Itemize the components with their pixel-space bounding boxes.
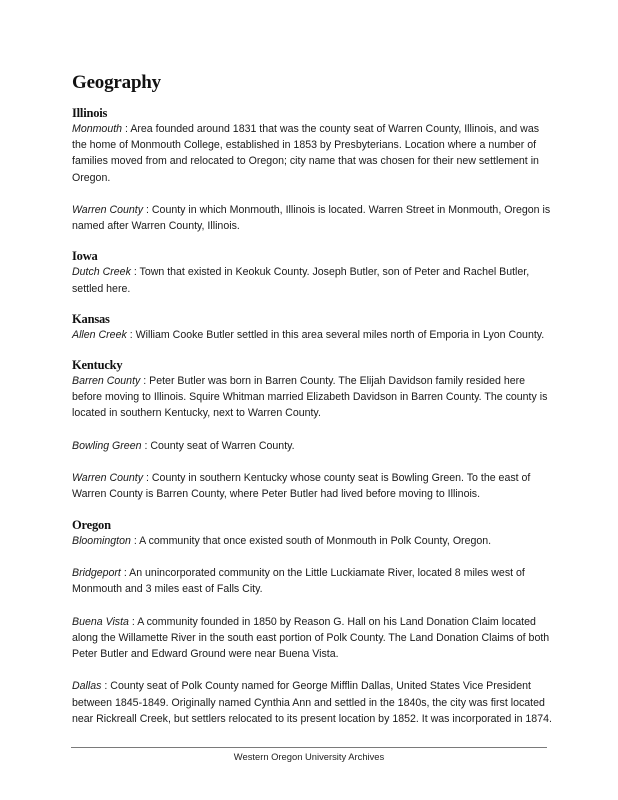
section-heading: Illinois bbox=[72, 106, 108, 120]
entry-term: Bridgeport bbox=[72, 567, 121, 579]
entry-term: Allen Creek bbox=[72, 328, 127, 341]
entry-buena-vista bbox=[72, 614, 552, 663]
entry-term: Warren County bbox=[72, 204, 144, 216]
entry-text: An unincorporated community on the Little Luckiamate River, located 8 miles west of Monmouth and 3 miles east of Falls City. bbox=[72, 567, 525, 596]
entry-text: A community founded in 1850 by Reason G. Hall on his Land Donation Claim located along the Willamette River in the south east portion of Polk County. The Land Donation Claims of both Peter Butler and Edward Ground were near Buena Vista. bbox=[72, 615, 550, 660]
section-heading: Kentucky bbox=[72, 358, 123, 373]
entry-bloomington bbox=[72, 533, 552, 549]
entry-separator: : bbox=[130, 266, 140, 279]
entry-separator: : bbox=[143, 204, 152, 216]
entry-text: Town that existed in Keokuk County. Joseph Butler, son of Peter and Rachel Butler, settled here. bbox=[72, 266, 530, 295]
entry-text: County in southern Kentucky whose county seat is Bowling Green. To the east of Warren County is Barren County, where Peter Butler had lived before moving to Illinois. bbox=[72, 472, 531, 501]
section-heading: Iowa bbox=[72, 249, 98, 264]
entry-text: Area founded around 1831 that was the county seat of Warren County, Illinois, and was the home of Monmouth College, established in 1853 by Presbyterians. Location where a number of families moved from and relocated to Oregon; city name that was chosen for their new settlement in Oregon. bbox=[72, 123, 540, 184]
section-iowa bbox=[72, 248, 552, 296]
entry-term: Dutch Creek bbox=[72, 266, 131, 279]
entry-text: County in which Monmouth, Illinois is located. Warren Street in Monmouth, Oregon is named after Warren County, Illinois. bbox=[72, 204, 551, 233]
entry-text: County seat of Warren County. bbox=[150, 439, 295, 452]
section-kentucky bbox=[72, 357, 552, 503]
entry-text: Peter Butler was born in Barren County. The Elijah Davidson family resided here before moving to Illinois. Squire Whitman married Elizabeth Davidson in Barren County. The county is located in southern Kentucky, next to Warren County. bbox=[72, 375, 548, 420]
entry-separator: : bbox=[140, 375, 150, 388]
page-title: Geography bbox=[72, 72, 161, 93]
entry-term: Dallas bbox=[72, 680, 102, 693]
content bbox=[72, 105, 552, 727]
entry-separator: : bbox=[120, 567, 130, 579]
section-oregon bbox=[72, 517, 552, 727]
section-kansas bbox=[72, 311, 552, 343]
entry-term: Barren County bbox=[72, 375, 141, 388]
entry-dutch-creek bbox=[72, 264, 552, 296]
entry-text: William Cooke Butler settled in this area several miles north of Emporia in Lyon County. bbox=[135, 328, 545, 341]
entry-term: Buena Vista bbox=[72, 615, 129, 628]
entry-text: A community that once existed south of Monmouth in Polk County, Oregon. bbox=[139, 534, 492, 547]
entry-warren-county-ky bbox=[72, 470, 552, 502]
entry-allen-creek bbox=[72, 327, 552, 343]
entry-separator: : bbox=[143, 472, 152, 485]
entry-bridgeport bbox=[72, 565, 552, 597]
entry-text: County seat of Polk County named for George Mifflin Dallas, United States Vice President between 1845-1849. Originally named Cynthia Ann and settled in the 1840s, the city was first located near Rickreall Creek, but settlers relocated to its present location by 1852. It was incorporated in 1874. bbox=[72, 680, 552, 725]
entry-separator: : bbox=[141, 439, 151, 452]
entry-separator: : bbox=[126, 328, 136, 341]
entry-term: Monmouth bbox=[72, 123, 123, 135]
entry-separator: : bbox=[101, 680, 111, 693]
section-heading: Oregon bbox=[72, 517, 111, 532]
entry-separator: : bbox=[122, 123, 131, 135]
entry-separator: : bbox=[130, 534, 140, 547]
entry-dallas bbox=[72, 678, 552, 727]
section-heading: Kansas bbox=[72, 311, 110, 326]
section-illinois bbox=[72, 105, 552, 234]
entry-warren-county-il bbox=[72, 202, 552, 234]
entry-separator: : bbox=[128, 615, 138, 628]
entry-term: Bloomington bbox=[72, 534, 131, 547]
entry-term: Bowling Green bbox=[72, 439, 142, 452]
entry-barren-county bbox=[72, 373, 552, 422]
entry-monmouth bbox=[72, 121, 552, 186]
footer-divider bbox=[71, 747, 547, 748]
entry-term: Warren County bbox=[72, 472, 144, 485]
footer-text: Western Oregon University Archives bbox=[233, 751, 385, 762]
entry-bowling-green bbox=[72, 438, 552, 454]
